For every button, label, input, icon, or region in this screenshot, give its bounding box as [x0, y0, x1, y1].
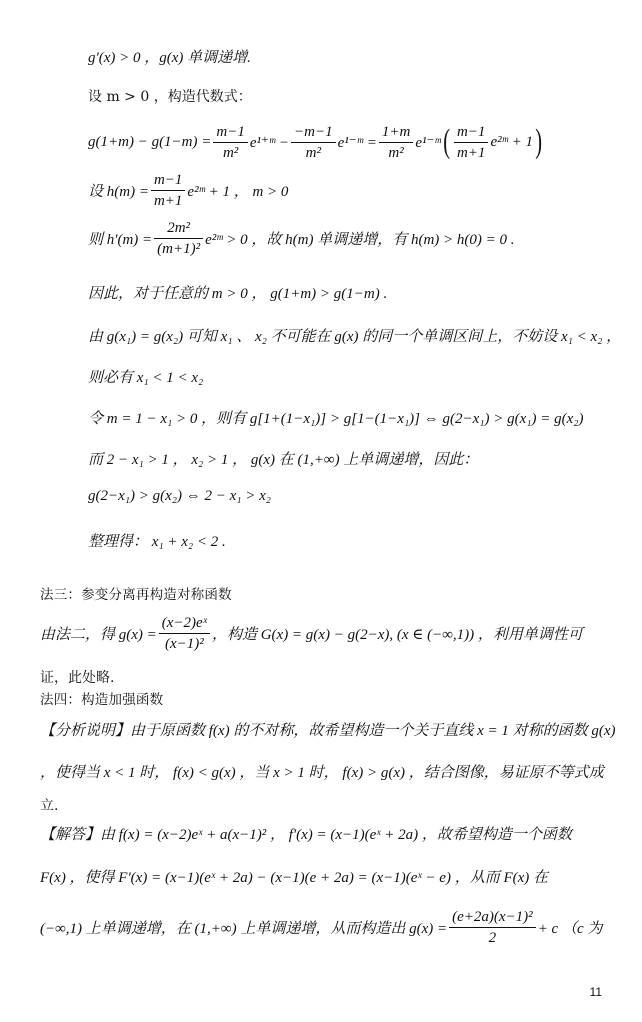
line-analysis-cont: ，使得当 x < 1 时， f(x) < g(x) ，当 x > 1 时， f(x) > g(x) ，结合图像，易证原不等式成 [40, 765, 604, 781]
exp-term-4: e²ᵐ + 1 [490, 133, 533, 150]
line-construct-F: F(x) ，使得 F'(x) = (x−1)(eˣ + 2a) − (x−1)(e + 2a) = (x−1)(eˣ − e) ，从而 F(x) 在 [40, 870, 549, 886]
fraction-construct-g: $\frac{\text{(e+2a)(x−1)²}}{2}$ [449, 908, 536, 947]
g-difference-lhs: g(1+m) − g(1−m) = [88, 133, 212, 150]
heading-method-three: 法三：参变分离再构造对称函数 [40, 587, 232, 603]
line-equivalence: g(2−x₁) > g(x₂) ⇔ 2 − x₁ > x₂ [88, 488, 271, 504]
line-equal-values: 由 g(x₁) = g(x₂) 可知 x₁ 、 x₂ 不可能在 g(x) 的同一个单调区间上，不妨设 x₁ < x₂ ， [88, 329, 622, 345]
line-method-three-g: 由法二，得 g(x) = $\frac{\text{(x−2)eˣ}}{\text{(x−1)²}}$ ，构造 G(x) = g(x) − g(2−x), (x ∈ (−∞,1)) ，利用单调性可 [40, 614, 583, 652]
line-solution: 【解答】由 f(x) = (x−2)eˣ + a(x−1)² ， f'(x) = (x−1)(eˣ + 2a) ，故希望构造一个函数 [40, 827, 572, 843]
line-proof-omitted: 证，此处略. [40, 670, 115, 686]
line-analysis-note: 【分析说明】由于原函数 f(x) 的不对称，故希望构造一个关于直线 x = 1 对称的函数 g(x) [40, 723, 616, 739]
line-conclusion: 整理得： x₁ + x₂ < 2 . [88, 534, 226, 550]
fraction-h-prime: $\frac{\text{2m²}}{\text{(m+1)²}}$ [154, 219, 203, 258]
line-construct-expression: 设 m > 0 ，构造代数式： [88, 89, 252, 105]
line-analysis-end: 立. [40, 798, 59, 814]
line-monotone-increasing: 而 2 − x₁ > 1 ， x₂ > 1 ， g(x) 在 (1,+∞) 上单调递增，因此： [88, 452, 479, 468]
fraction-4: $\frac{m-1}{m+1}$ [454, 123, 488, 162]
line-h-derivative: 则 h'(m) = $\frac{\text{2m²}}{\text{(m+1)²}}$ e²ᵐ > 0 ，故 h(m) 单调递增，有 h(m) > h(0) = 0 . [88, 219, 515, 257]
exp-term-1: e¹⁺ᵐ − [249, 134, 290, 151]
line-define-h: 设 h(m) = $\frac{m-1}{m+1}$ e²ᵐ + 1 ， m > 0 [88, 171, 289, 209]
page-number: 11 [589, 985, 602, 999]
fraction-h: $\frac{m-1}{m+1}$ [151, 171, 185, 210]
line-let-m: 令 m = 1 − x₁ > 0 ，则有 g[1+(1−x₁)] > g[1−(1−x₁)] ⇔ g(2−x₁) > g(x₁) = g(x₂) [88, 411, 584, 427]
fraction-1: $\frac{m-1}{\text{m²}}$ [213, 123, 247, 162]
line-derivative-positive: g'(x) > 0 ，g(x) 单调递增. [88, 50, 251, 66]
line-construct-g: (−∞,1) 上单调递增，在 (1,+∞) 上单调递增，从而构造出 g(x) = $\frac{\text{(e+2a)(x−1)²}}{2}$ + c （c 为 [40, 908, 603, 946]
fraction-g: $\frac{\text{(x−2)eˣ}}{\text{(x−1)²}}$ [159, 614, 210, 653]
fraction-3: $\frac{1+m}{\text{m²}}$ [379, 123, 413, 162]
exp-term-2: e¹⁻ᵐ = [337, 134, 377, 151]
heading-method-four: 法四：构造加强函数 [40, 692, 164, 708]
fraction-2: $\frac{-m-1}{\text{m²}}$ [291, 123, 336, 162]
line-must-have: 则必有 x₁ < 1 < x₂ [88, 370, 204, 386]
line-g-difference: g(1+m) − g(1−m) = $\frac{m-1}{\text{m²}}$ e¹⁺ᵐ − $\frac{-m-1}{\text{m²}}$ e¹⁻ᵐ = $\frac{1+m}{\text{m²}}$ e¹⁻ᵐ ( $\frac{m-1}{m+1}$ e²ᵐ + 1 ) [88, 123, 543, 161]
exp-term-3: e¹⁻ᵐ [415, 134, 441, 151]
line-therefore-any-m: 因此，对于任意的 m > 0 ， g(1+m) > g(1−m) . [88, 286, 388, 302]
